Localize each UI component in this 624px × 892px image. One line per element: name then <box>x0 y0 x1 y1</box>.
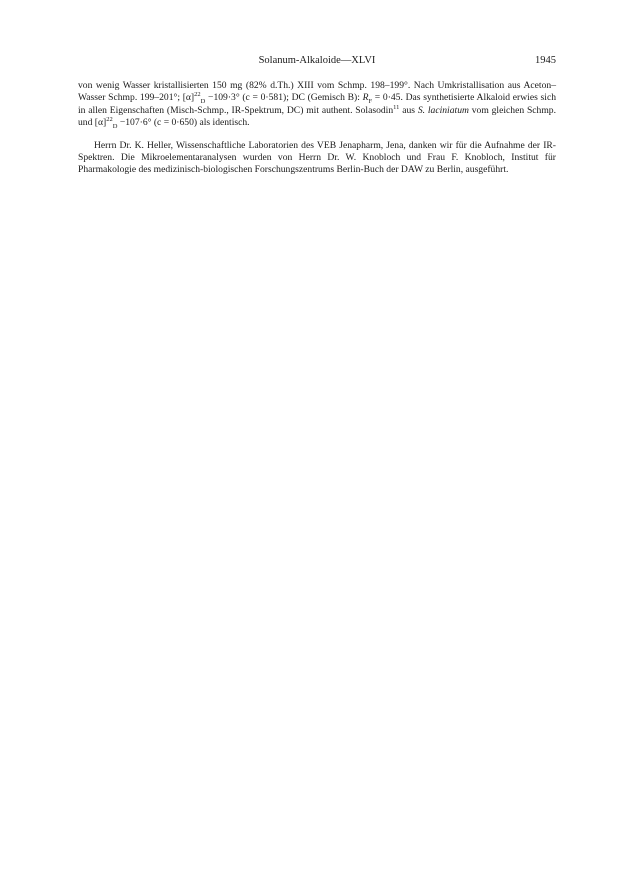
temperature-superscript: 22 <box>194 91 201 99</box>
text-run: −109·3° (c = 0·581); DC (Gemisch B): <box>205 92 363 104</box>
running-head: Solanum-Alkaloide—XLVI <box>258 55 376 66</box>
text-run: aus <box>399 104 418 116</box>
rf-symbol: R <box>362 92 369 104</box>
paragraph-acknowledgements: Herrn Dr. K. Heller, Wissenschaftliche Laboratorien des VEB Jenapharm, Jena, danken wir für die Aufnahme der IR-Spektren. Die Mikroelementaranalysen wurden von Herrn Dr. W. Knobloch und Frau F. Knobloch, Institut für Pharmakologie des medizinisch-biologischen Forschungszentrums Berlin-Buch der DAW zu Berlin, ausgeführt. <box>78 139 556 176</box>
paragraph-experimental <box>78 80 556 130</box>
page-header <box>78 55 556 69</box>
text-run: vom gleichen Schmp. und [α] <box>78 104 556 129</box>
text-run: = 0·45. Das synthetisierte Alkaloid erwies sich in allen Eigenschaften (Misch-Schmp., IR-Spektrum, DC) mit authent. Solasodin <box>78 92 556 116</box>
text-run: von wenig Wasser kristallisierten 150 mg (82% d.Th.) XIII vom Schmp. 198–199°. Nach Umkristallisation aus Aceton–Wasser Schmp. 199–201°; [α] <box>78 80 556 104</box>
rf-subscript: F <box>368 98 373 106</box>
text-run: −107·6° (c = 0·650) als identisch. <box>117 117 250 129</box>
reference-superscript: 11 <box>393 103 400 111</box>
wavelength-subscript: D <box>200 98 206 106</box>
wavelength-subscript: D <box>112 123 118 131</box>
species-name: S. laciniatum <box>417 104 469 116</box>
body-text <box>78 80 556 177</box>
page-number: 1945 <box>535 55 556 66</box>
temperature-superscript: 22 <box>106 116 113 124</box>
